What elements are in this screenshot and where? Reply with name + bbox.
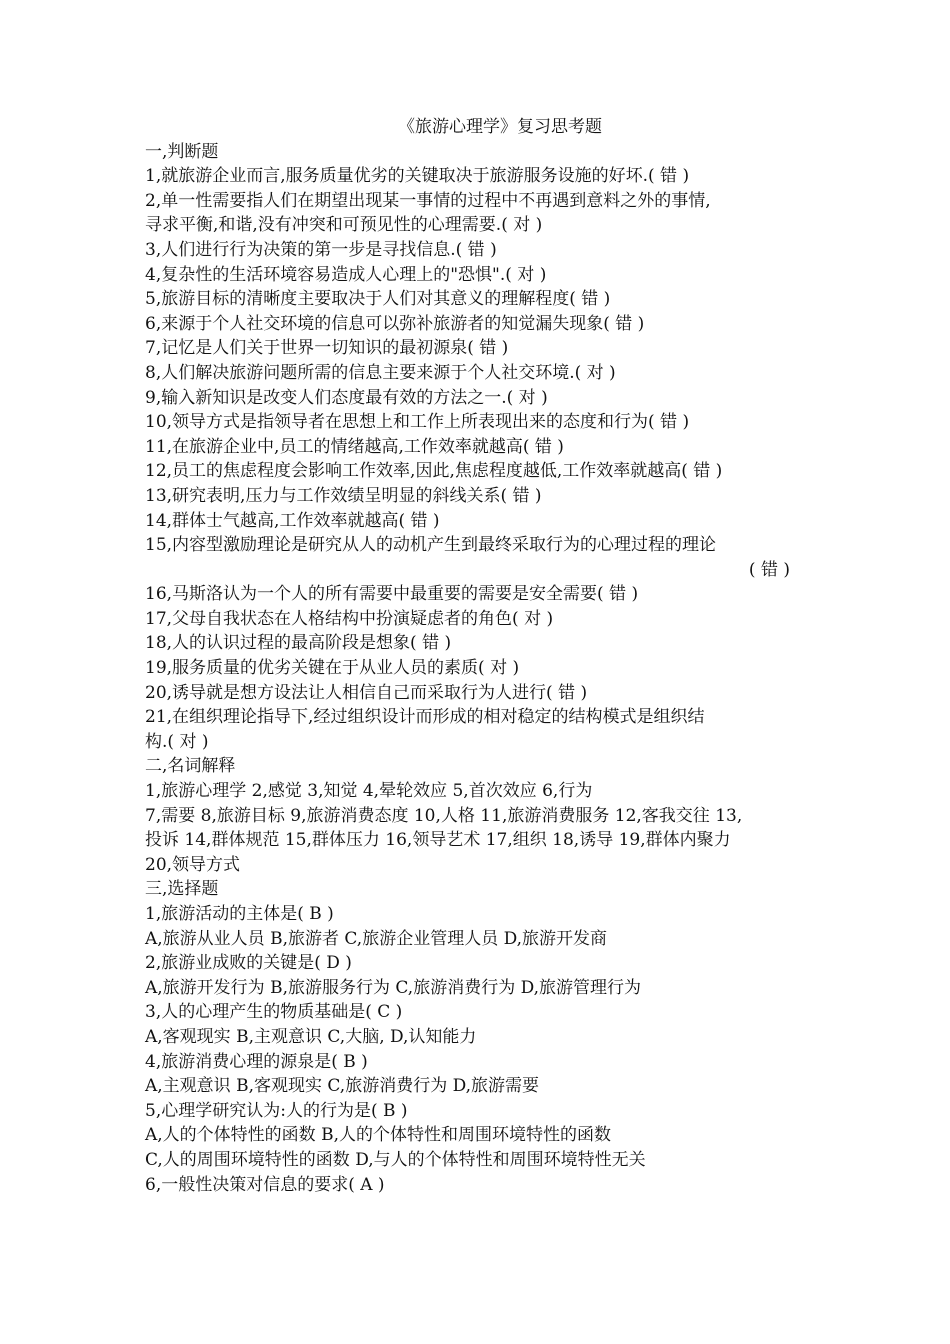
question-line: 19,服务质量的优劣关键在于从业人员的素质( 对 ) <box>145 658 520 679</box>
question-line: 18,人的认识过程的最高阶段是想象( 错 ) <box>145 633 452 654</box>
question-line: 15,内容型激励理论是研究从人的动机产生到最终采取行为的心理过程的理论 <box>145 535 717 556</box>
question-line: 14,群体士气越高,工作效率就越高( 错 ) <box>145 510 440 531</box>
question-line: 6,一般性决策对信息的要求( A ) <box>145 1174 385 1195</box>
options-line: A,人的个体特性的函数 B,人的个体特性和周围环境特性的函数 <box>145 1125 611 1146</box>
options-line: A,客观现实 B,主观意识 C,大脑, D,认知能力 <box>145 1026 477 1047</box>
question-line: 13,研究表明,压力与工作效绩呈明显的斜线关系( 错 ) <box>145 485 542 506</box>
question-line: 16,马斯洛认为一个人的所有需要中最重要的需要是安全需要( 错 ) <box>145 584 639 605</box>
term-line: 1,旅游心理学 2,感觉 3,知觉 4,晕轮效应 5,首次效应 6,行为 <box>145 781 593 802</box>
question-line: 构.( 对 ) <box>145 731 209 752</box>
question-line: 2,旅游业成败的关键是( D ) <box>145 953 352 974</box>
question-line: 3,人的心理产生的物质基础是( C ) <box>145 1002 403 1023</box>
question-line: 5,心理学研究认为:人的行为是( B ) <box>145 1100 408 1121</box>
answer-line: ( 错 ) <box>748 559 790 580</box>
question-line: 10,领导方式是指领导者在思想上和工作上所表现出来的态度和行为( 错 ) <box>145 412 690 433</box>
document-title: 《旅游心理学》复习思考题 <box>398 117 602 137</box>
term-line: 投诉 14,群体规范 15,群体压力 16,领导艺术 17,组织 18,诱导 19,群体内聚力 <box>145 830 731 851</box>
options-line: A,旅游从业人员 B,旅游者 C,旅游企业管理人员 D,旅游开发商 <box>145 928 608 949</box>
options-line: A,旅游开发行为 B,旅游服务行为 C,旅游消费行为 D,旅游管理行为 <box>145 977 642 998</box>
question-line: 11,在旅游企业中,员工的情绪越高,工作效率就越高( 错 ) <box>145 436 564 457</box>
options-line: C,人的周围环境特性的函数 D,与人的个体特性和周围环境特性无关 <box>145 1149 646 1170</box>
question-line: 4,旅游消费心理的源泉是( B ) <box>145 1051 368 1072</box>
term-line: 7,需要 8,旅游目标 9,旅游消费态度 10,人格 11,旅游消费服务 12,客我交往 13, <box>145 805 743 826</box>
section-heading: 二,名词解释 <box>145 756 236 777</box>
question-line: 9,输入新知识是改变人们态度最有效的方法之一.( 对 ) <box>145 387 548 408</box>
document-page <box>145 115 810 1197</box>
section-heading: 一,判断题 <box>145 141 219 162</box>
question-line: 2,单一性需要指人们在期望出现某一事情的过程中不再遇到意料之外的事情, <box>145 190 711 211</box>
question-line: 17,父母自我状态在人格结构中扮演疑虑者的角色( 对 ) <box>145 608 554 629</box>
question-line: 4,复杂性的生活环境容易造成人心理上的"恐惧".( 对 ) <box>145 264 547 285</box>
question-line: 8,人们解决旅游问题所需的信息主要来源于个人社交环境.( 对 ) <box>145 362 616 383</box>
question-line: 1,就旅游企业而言,服务质量优劣的关键取决于旅游服务设施的好坏.( 错 ) <box>145 166 690 187</box>
question-line: 21,在组织理论指导下,经过组织设计而形成的相对稳定的结构模式是组织结 <box>145 707 705 728</box>
term-line: 20,领导方式 <box>145 854 241 875</box>
section-heading: 三,选择题 <box>145 879 219 900</box>
question-line: 20,诱导就是想方设法让人相信自己而采取行为人进行( 错 ) <box>145 682 588 703</box>
question-line: 1,旅游活动的主体是( B ) <box>145 904 334 924</box>
question-line: 6,来源于个人社交环境的信息可以弥补旅游者的知觉漏失现象( 错 ) <box>145 313 645 334</box>
options-line: A,主观意识 B,客观现实 C,旅游消费行为 D,旅游需要 <box>145 1076 540 1097</box>
question-line: 寻求平衡,和谐,没有冲突和可预见性的心理需要.( 对 ) <box>145 215 543 236</box>
question-line: 3,人们进行行为决策的第一步是寻找信息.( 错 ) <box>145 239 497 260</box>
question-line: 7,记忆是人们关于世界一切知识的最初源泉( 错 ) <box>145 338 509 359</box>
question-line: 12,员工的焦虑程度会影响工作效率,因此,焦虑程度越低,工作效率就越高( 错 ) <box>145 461 723 482</box>
question-line: 5,旅游目标的清晰度主要取决于人们对其意义的理解程度( 错 ) <box>145 289 611 310</box>
